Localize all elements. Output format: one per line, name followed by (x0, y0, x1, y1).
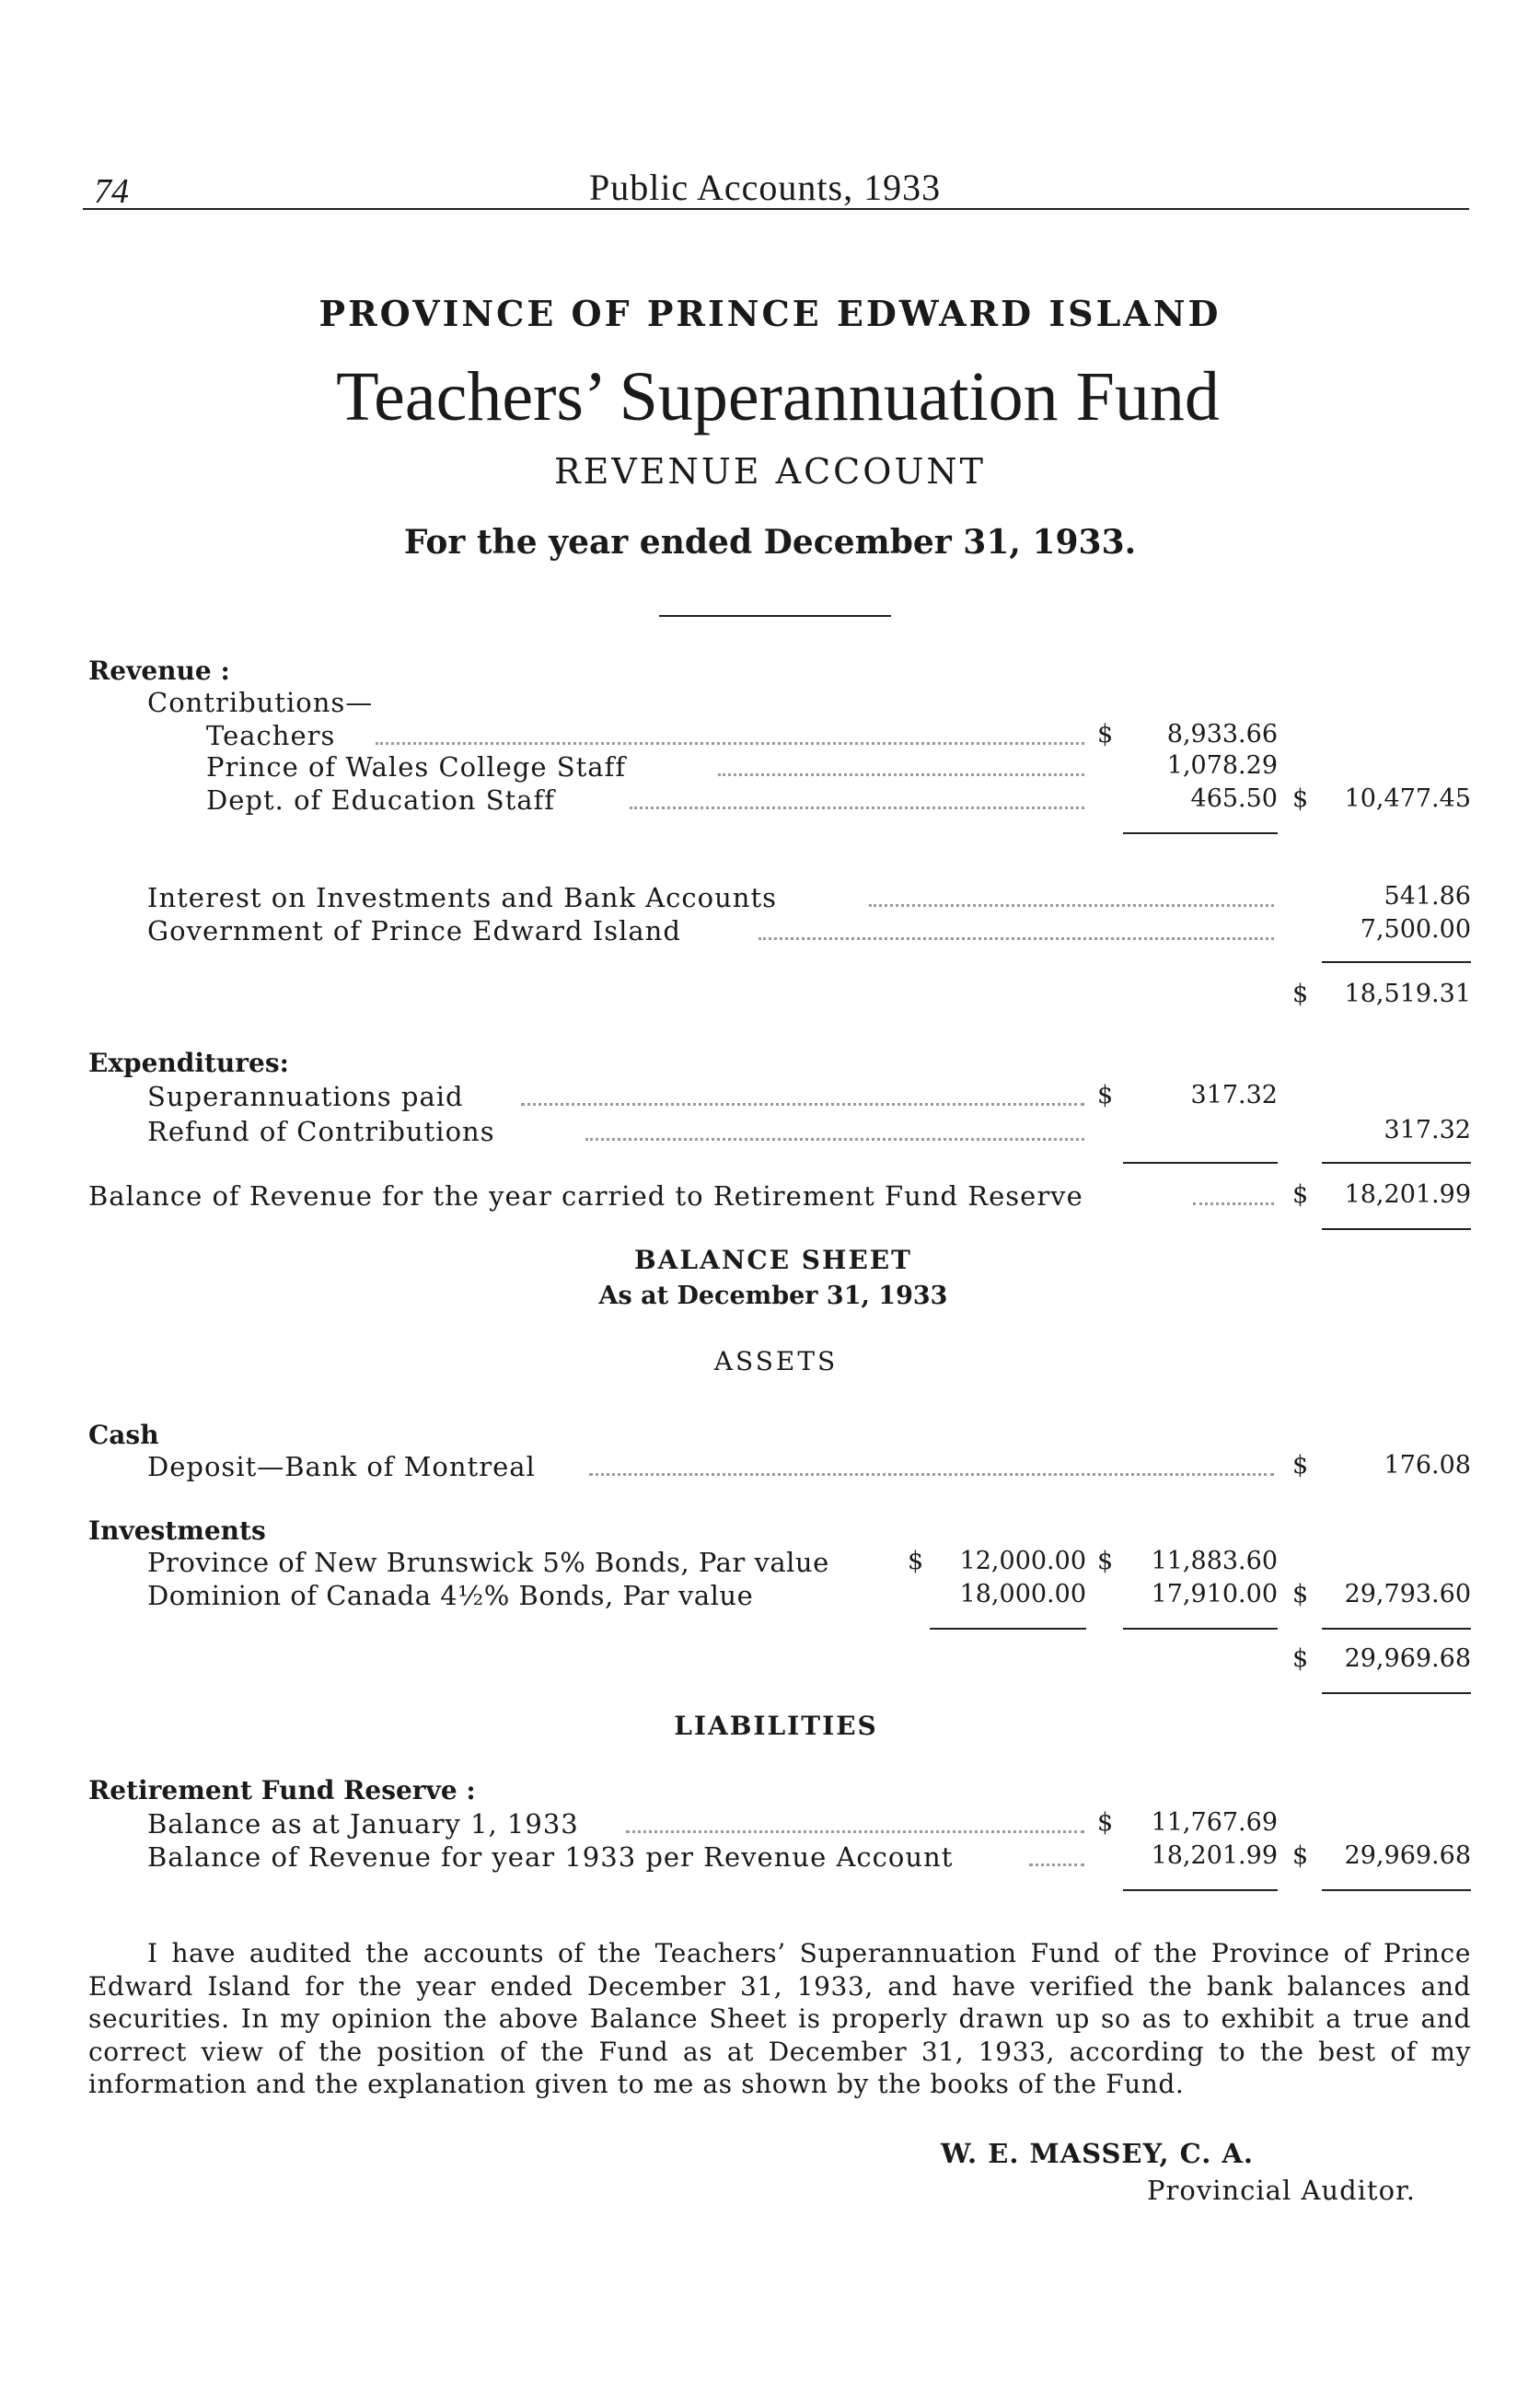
audit-statement: I have audited the accounts of the Teachers’ Superannuation Fund of the Province of Prince Edward Island for the year ended December 31, 1933, and have verified the bank balances and securities. In my opinion the above Balance Sheet is properly drawn up so as to exhibit a true and correct view of the position of the Fund as at December 31, 1933, according to the best of my information and the explanation given to me as shown by the books of the Fund. (88, 1938, 1471, 2099)
doe-label: Dept. of Education Staff (206, 784, 555, 816)
auditor-signatory: W. E. MASSEY, C. A. (941, 2138, 1255, 2169)
interest-amount: 541.86 (1384, 882, 1471, 911)
revenue-heading: Revenue : (88, 656, 230, 686)
cash-heading: Cash (88, 1420, 159, 1450)
assets-total: 29,969.68 (1344, 1644, 1471, 1673)
running-title: Public Accounts, 1933 (589, 167, 942, 208)
period-heading: For the year ended December 31, 1933. (403, 523, 1137, 562)
nb-book-value: 11,883.60 (1151, 1547, 1278, 1575)
revenue-total-dollar: $ (1292, 980, 1309, 1008)
government-label: Government of Prince Edward Island (147, 915, 681, 946)
interest-label: Interest on Investments and Bank Accounts (147, 882, 777, 913)
assets-total-rule (1322, 1692, 1471, 1694)
account-heading: REVENUE ACCOUNT (554, 451, 986, 492)
superannuations-label: Superannuations paid (147, 1081, 464, 1112)
balance-sheet-title: BALANCE SHEET (634, 1245, 912, 1275)
jan-balance-dollar: $ (1097, 1808, 1114, 1837)
balance-sheet-date: As at December 31, 1933 (598, 1282, 948, 1310)
teachers-amount: 8,933.66 (1166, 720, 1278, 749)
revenue-balance-label: Balance of Revenue for year 1933 per Revenue Account (147, 1841, 954, 1873)
balance-carried-rule (1322, 1228, 1471, 1230)
canada-bonds-label: Dominion of Canada 4½% Bonds, Par value (147, 1580, 754, 1611)
deposit-dollar: $ (1292, 1451, 1309, 1480)
government-leader (758, 937, 1274, 940)
pwc-amount: 1,078.29 (1166, 751, 1278, 780)
balance-carried-amount: 18,201.99 (1344, 1180, 1471, 1209)
assets-total-dollar: $ (1292, 1644, 1309, 1673)
liabilities-dollar: $ (1292, 1841, 1309, 1870)
jan-balance-amount: 11,767.69 (1151, 1808, 1278, 1837)
canada-par-value: 18,000.00 (959, 1580, 1086, 1608)
expenditures-total: 317.32 (1384, 1116, 1471, 1144)
province-heading: PROVINCE OF PRINCE EDWARD ISLAND (318, 293, 1222, 334)
auditor-position: Provincial Auditor. (1147, 2175, 1416, 2206)
header-rule (83, 208, 1469, 210)
expenditures-rule-left (1123, 1162, 1278, 1164)
investments-dollar: $ (1292, 1580, 1309, 1608)
interest-leader (869, 904, 1274, 907)
deposit-leader (589, 1473, 1274, 1476)
contributions-label: Contributions— (147, 687, 374, 718)
government-amount: 7,500.00 (1360, 915, 1471, 944)
doe-leader (630, 807, 1084, 809)
contributions-dollar: $ (1292, 784, 1309, 813)
pwc-label: Prince of Wales College Staff (206, 751, 627, 783)
pwc-leader (718, 773, 1084, 776)
nb-par-dollar: $ (908, 1547, 924, 1575)
balance-carried-dollar: $ (1292, 1180, 1309, 1209)
nb-bonds-label: Province of New Brunswick 5% Bonds, Par value (147, 1547, 829, 1578)
contributions-total: 10,477.45 (1344, 784, 1471, 813)
contributions-rule (1123, 832, 1278, 834)
reserve-heading: Retirement Fund Reserve : (88, 1775, 476, 1805)
nb-par-value: 12,000.00 (959, 1547, 1086, 1575)
liabilities-heading: LIABILITIES (674, 1711, 878, 1741)
superannuations-dollar: $ (1097, 1081, 1114, 1109)
revenue-rule (1322, 961, 1471, 963)
teachers-leader (376, 742, 1084, 745)
expenditures-rule-right (1322, 1162, 1471, 1164)
revenue-total: 18,519.31 (1344, 980, 1471, 1008)
nb-book-dollar: $ (1097, 1547, 1114, 1575)
superannuations-leader (521, 1103, 1084, 1106)
title-divider (659, 615, 891, 617)
refund-leader (585, 1138, 1084, 1141)
liabilities-rule-right (1322, 1889, 1471, 1891)
refund-label: Refund of Contributions (147, 1116, 495, 1147)
superannuations-amount: 317.32 (1190, 1081, 1278, 1109)
investments-total: 29,793.60 (1344, 1580, 1471, 1608)
balance-carried-label: Balance of Revenue for the year carried to Retirement Fund Reserve (88, 1180, 1083, 1212)
investments-rule-book (1123, 1628, 1278, 1630)
investments-rule-par (930, 1628, 1086, 1630)
fund-title: Teachers’ Superannuation Fund (336, 358, 1220, 435)
jan-balance-leader (626, 1830, 1084, 1833)
investments-heading: Investments (88, 1515, 266, 1546)
investments-rule-total (1322, 1628, 1471, 1630)
doe-amount: 465.50 (1190, 784, 1278, 813)
assets-heading: ASSETS (713, 1346, 839, 1376)
canada-book-value: 17,910.00 (1151, 1580, 1278, 1608)
liabilities-total: 29,969.68 (1344, 1841, 1471, 1870)
teachers-dollar: $ (1097, 720, 1114, 749)
liabilities-rule-left (1123, 1889, 1278, 1891)
balance-carried-leader (1193, 1202, 1274, 1205)
deposit-label: Deposit—Bank of Montreal (147, 1451, 536, 1482)
deposit-amount: 176.08 (1384, 1451, 1471, 1480)
revenue-balance-amount: 18,201.99 (1151, 1841, 1278, 1870)
jan-balance-label: Balance as at January 1, 1933 (147, 1808, 579, 1840)
expenditures-heading: Expenditures: (88, 1048, 289, 1078)
teachers-label: Teachers (206, 720, 336, 751)
page-number: 74 (94, 172, 129, 211)
revenue-balance-leader (1029, 1863, 1084, 1866)
